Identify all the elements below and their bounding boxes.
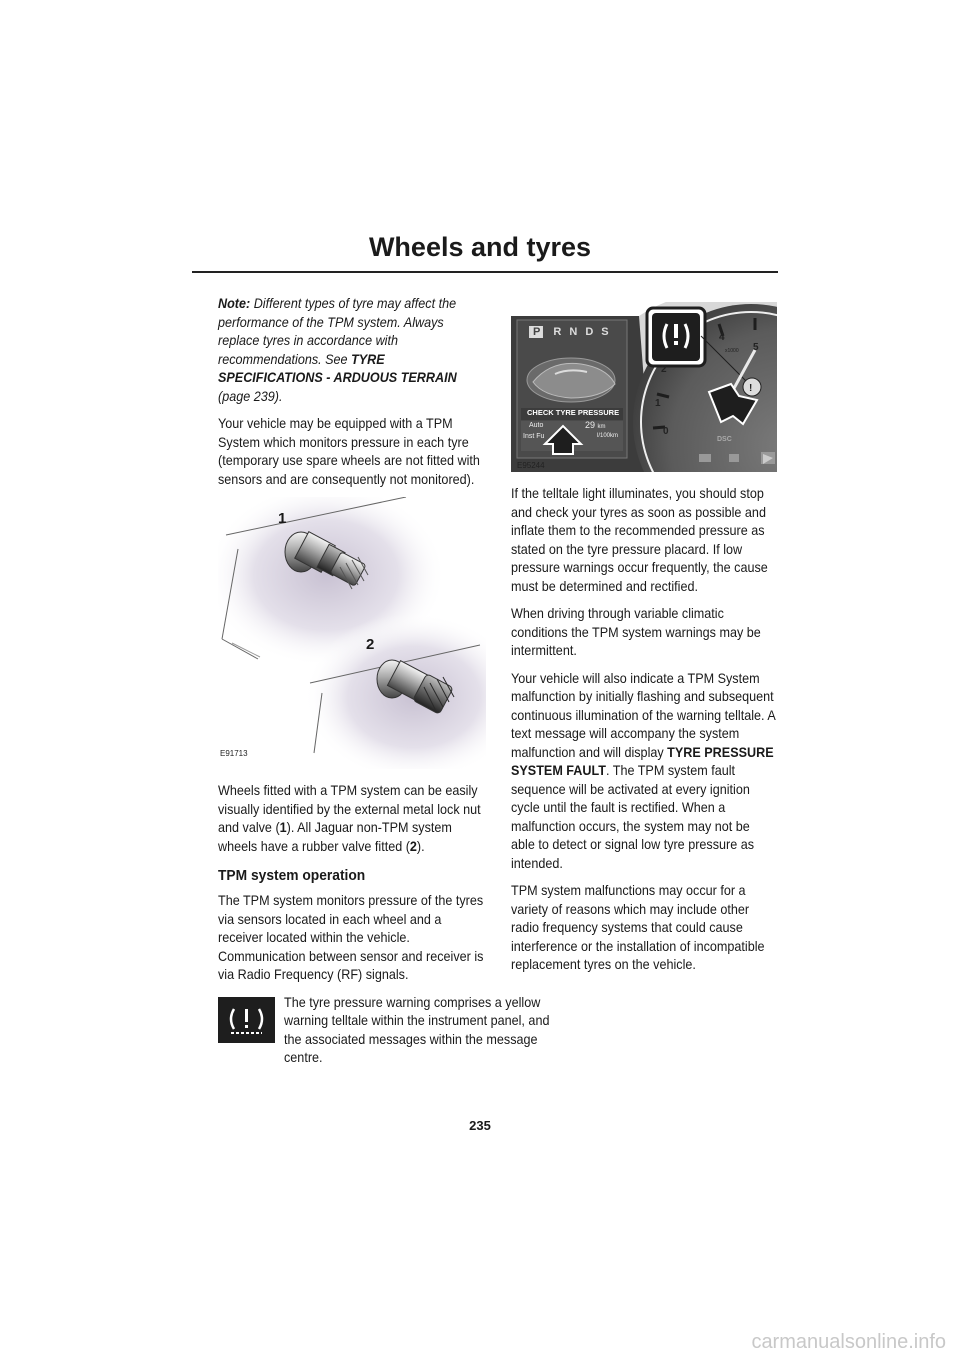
section-heading: TPM system operation	[218, 867, 366, 884]
tyre-pressure-warning-icon	[218, 997, 275, 1043]
instrument-cluster-figure	[511, 302, 777, 472]
gear-n: N	[569, 326, 586, 338]
trip-inst-label	[523, 433, 544, 440]
valve-ref-2: 2	[409, 837, 417, 854]
malfunction-text-b: . The TPM system fault sequence will be activated at every ignition cycle until the fault is rectified. When a malfunction occurs, the system may not be able to detect or signal low tyre pressure as intended.	[511, 762, 755, 871]
svg-text:!: !	[749, 383, 753, 394]
valve-text-a: Wheels fitted with a TPM system can be easily visually identified by the external metal lock nut and valve (	[218, 782, 481, 835]
dial-number-5: 5	[753, 342, 759, 353]
title-rule	[192, 271, 778, 273]
inst-label2: Fu	[536, 433, 545, 440]
gear-p: P	[533, 326, 541, 338]
valve-illustration	[218, 497, 486, 769]
page-title: Wheels and tyres	[368, 232, 592, 262]
gear-r: R	[553, 326, 570, 338]
figure-code-e91713: E91713	[220, 749, 248, 758]
dial-number-0: 0	[663, 426, 669, 437]
gear-s: S	[601, 326, 617, 338]
trip-auto-label	[529, 422, 543, 429]
malfunction-text-a: Your vehicle will also indicate a TPM System malfunction by initially flashing and subsequent continuous illumination of the warning telltale. A text message will accompany the system malfunction and will display	[511, 669, 776, 760]
intro-paragraph: Your vehicle may be equipped with a TPM System which monitors pressure in each tyre (temporary use spare wheels are not fitted with sensors and are consequently not monitored).	[218, 415, 480, 487]
auto-label: Auto	[529, 422, 544, 429]
valve-figure	[218, 497, 486, 769]
dial-number-4: 4	[719, 332, 725, 343]
right-column	[511, 484, 777, 983]
auto-unit: km	[597, 424, 606, 430]
malfunction-paragraph	[511, 669, 777, 873]
gear-indicator	[531, 326, 617, 338]
figure-code-e95244: E95244	[517, 461, 545, 470]
dsc-label: DSC	[717, 436, 732, 443]
message-centre-text: CHECK TYRE PRESSURE	[527, 408, 620, 417]
callout-2: 2	[366, 636, 375, 653]
climatic-paragraph: When driving through variable climatic conditions the TPM system warnings may be intermittent.	[511, 605, 761, 658]
valve-text-c: ).	[416, 837, 425, 854]
gear-d: D	[585, 326, 602, 338]
valve-ref-1: 1	[279, 819, 287, 835]
auto-value: 29	[585, 420, 596, 430]
warning-block	[218, 993, 550, 1067]
operation-paragraph: The TPM system monitors pressure of the tyres via sensors located in each wheel and a receiver located within the vehicle. Communication between sensor and receiver is via Radio Frequency (RF) signals.	[218, 892, 484, 982]
note-paragraph	[218, 294, 486, 405]
trip-auto-value	[585, 420, 606, 430]
page-number: 235	[469, 1118, 491, 1133]
dial-rpm-label: x1000	[725, 348, 739, 354]
watermark: carmanualsonline.info	[751, 1331, 946, 1353]
telltale-paragraph: If the telltale light illuminates, you should stop and check your tyres as soon as possible and inflate them to the recommended pressure as stated on the tyre pressure placard. If low pressure warnings occur frequently, the cause must be determined and rectified.	[511, 485, 768, 594]
note-link[interactable]: TYRE SPECIFICATIONS - ARDUOUS TERRAIN	[218, 350, 457, 385]
dial-number-2: 2	[661, 364, 667, 375]
inst-label: Inst	[523, 433, 535, 440]
warning-paragraph: The tyre pressure warning comprises a yellow warning telltale within the instrument panel, and the associated messages within the message centre.	[284, 993, 550, 1065]
note-label: Note:	[218, 295, 251, 311]
system-fault-message: TYRE PRESSURE SYSTEM FAULT	[511, 743, 774, 778]
valve-text-b: ). All Jaguar non-TPM system wheels have a rubber valve fitted (	[218, 819, 452, 854]
note-page: (page 239).	[218, 387, 283, 404]
valve-paragraph	[218, 781, 486, 855]
note-text: Different types of tyre may affect the performance of the TPM system. Always replace tyres in accordance with recommendations. See	[218, 295, 457, 367]
dial-number-1: 1	[655, 398, 661, 409]
trip-inst-unit: l/100km	[597, 433, 619, 439]
causes-paragraph: TPM system malfunctions may occur for a variety of reasons which may include other radio frequency systems that could cause interference or the installation of incompatible replacement tyres on the vehicle.	[511, 882, 765, 972]
callout-1: 1	[278, 510, 287, 527]
